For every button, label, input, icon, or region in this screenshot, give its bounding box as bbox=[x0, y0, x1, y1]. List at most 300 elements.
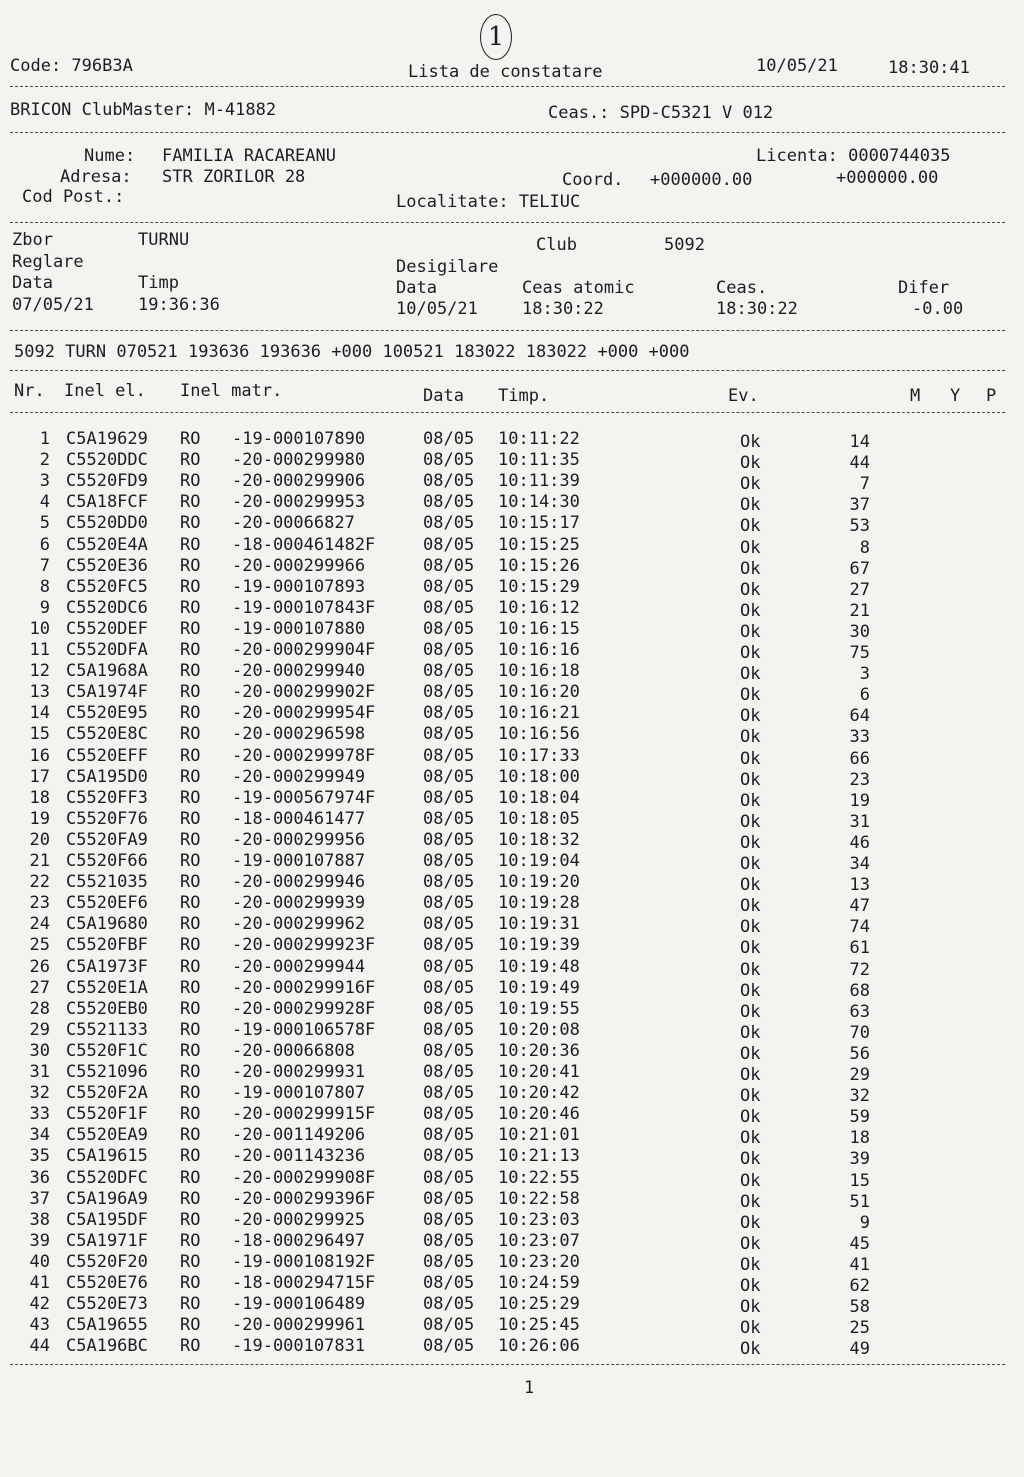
inel-matricol: -20-00066808 bbox=[232, 1040, 355, 1061]
arrival-time: 10:16:21 bbox=[498, 703, 580, 724]
event-status: Ok bbox=[740, 1149, 761, 1170]
country-code: RO bbox=[180, 1230, 201, 1251]
coord-x: +000000.00 bbox=[650, 170, 753, 190]
arrival-time: 10:19:55 bbox=[498, 998, 580, 1019]
table-row bbox=[0, 999, 1024, 1021]
row-number: 2 bbox=[39, 450, 50, 471]
separator bbox=[10, 1364, 1005, 1365]
value: 63 bbox=[849, 1001, 870, 1022]
arrival-time: 10:16:15 bbox=[498, 618, 580, 639]
event-status: Ok bbox=[740, 748, 761, 769]
ceas-atomic-label: Ceas atomic bbox=[522, 278, 635, 298]
table-row bbox=[0, 556, 1024, 578]
row-number: 15 bbox=[29, 724, 50, 745]
arrival-date: 08/05 bbox=[423, 640, 475, 660]
event-status: Ok bbox=[740, 811, 761, 832]
table-row bbox=[0, 1041, 1024, 1063]
value: 9 bbox=[859, 1212, 870, 1233]
desigilare-label: Desigilare bbox=[396, 257, 499, 277]
row-number: 10 bbox=[29, 618, 50, 639]
event-status: Ok bbox=[740, 832, 761, 853]
table-row bbox=[0, 893, 1024, 915]
value: 25 bbox=[849, 1318, 870, 1339]
arrival-time: 10:24:59 bbox=[498, 1273, 580, 1293]
licenta: Licenta: 0000744035 bbox=[756, 146, 951, 166]
table-row bbox=[0, 1315, 1024, 1337]
arrival-date: 08/05 bbox=[423, 1040, 475, 1061]
arrival-time: 10:14:30 bbox=[498, 492, 580, 513]
inel-electronic: C5520DFC bbox=[66, 1167, 148, 1188]
inel-electronic: C5520E4A bbox=[66, 534, 148, 555]
arrival-time: 10:18:05 bbox=[498, 808, 580, 829]
event-status: Ok bbox=[740, 600, 761, 621]
arrival-time: 10:20:42 bbox=[498, 1083, 580, 1104]
inel-electronic: C5520EB0 bbox=[66, 998, 148, 1019]
inel-electronic: C5520EFF bbox=[66, 745, 148, 766]
ceas-label: Ceas. bbox=[716, 278, 768, 298]
table-row bbox=[0, 872, 1024, 894]
row-number: 32 bbox=[29, 1083, 50, 1104]
table-row bbox=[0, 1083, 1024, 1105]
inel-matricol: -20-000299925 bbox=[232, 1209, 366, 1230]
inel-matricol: -20-000299966 bbox=[232, 555, 366, 576]
event-status: Ok bbox=[740, 1128, 761, 1149]
separator bbox=[10, 132, 1005, 133]
table-row bbox=[0, 429, 1024, 451]
inel-matricol: -20-000299949 bbox=[232, 766, 366, 787]
inel-matricol: -20-000299902F bbox=[232, 682, 376, 703]
table-row bbox=[0, 809, 1024, 831]
table-row bbox=[0, 1020, 1024, 1042]
reg-data-label: Data bbox=[12, 273, 53, 293]
value: 27 bbox=[849, 579, 870, 600]
separator bbox=[10, 222, 1005, 223]
table-row bbox=[0, 1062, 1024, 1084]
inel-electronic: C5520EF6 bbox=[66, 893, 148, 914]
row-number: 43 bbox=[29, 1315, 50, 1336]
arrival-time: 10:23:07 bbox=[498, 1230, 580, 1251]
zbor-value: TURNU bbox=[138, 230, 190, 250]
inel-matricol: -19-000107831 bbox=[232, 1336, 366, 1357]
arrival-time: 10:11:35 bbox=[498, 450, 580, 471]
arrival-time: 10:19:04 bbox=[498, 851, 580, 871]
value: 49 bbox=[849, 1339, 870, 1360]
inel-matricol: -20-000299916F bbox=[232, 977, 376, 998]
arrival-time: 10:26:06 bbox=[498, 1336, 580, 1357]
col-ev: Ev. bbox=[728, 386, 759, 406]
value: 29 bbox=[849, 1065, 870, 1085]
inel-electronic: C5520E76 bbox=[66, 1273, 148, 1293]
arrival-time: 10:21:01 bbox=[498, 1125, 580, 1146]
difer-label: Difer bbox=[898, 278, 950, 298]
event-status: Ok bbox=[740, 1001, 761, 1022]
table-row bbox=[0, 492, 1024, 514]
arrival-time: 10:19:49 bbox=[498, 977, 580, 998]
table-row bbox=[0, 1336, 1024, 1358]
event-status: Ok bbox=[740, 1339, 761, 1360]
table-row bbox=[0, 767, 1024, 789]
col-timp: Timp. bbox=[498, 386, 550, 406]
inel-electronic: C5A19629 bbox=[66, 429, 148, 449]
event-status: Ok bbox=[740, 790, 761, 811]
arrival-time: 10:18:32 bbox=[498, 829, 580, 850]
document-title: Lista de constatare bbox=[408, 62, 603, 82]
row-number: 30 bbox=[29, 1040, 50, 1061]
value: 46 bbox=[849, 832, 870, 853]
table-row bbox=[0, 682, 1024, 704]
arrival-date: 08/05 bbox=[423, 1251, 475, 1272]
inel-matricol: -20-000299908F bbox=[232, 1167, 376, 1188]
row-number: 12 bbox=[29, 661, 50, 682]
event-status: Ok bbox=[740, 769, 761, 790]
arrival-date: 08/05 bbox=[423, 682, 475, 703]
nume-label: Nume: bbox=[84, 146, 136, 166]
event-status: Ok bbox=[740, 1107, 761, 1128]
arrival-time: 10:15:25 bbox=[498, 534, 580, 555]
table-row bbox=[0, 1294, 1024, 1316]
country-code: RO bbox=[180, 703, 201, 724]
arrival-time: 10:16:12 bbox=[498, 597, 580, 618]
table-row bbox=[0, 746, 1024, 768]
table-row bbox=[0, 1189, 1024, 1211]
country-code: RO bbox=[180, 640, 201, 660]
inel-electronic: C5A19615 bbox=[66, 1146, 148, 1167]
row-number: 14 bbox=[29, 703, 50, 724]
arrival-date: 08/05 bbox=[423, 1104, 475, 1125]
arrival-date: 08/05 bbox=[423, 492, 475, 513]
row-number: 21 bbox=[29, 851, 50, 871]
country-code: RO bbox=[180, 555, 201, 576]
nume-value: FAMILIA RACAREANU bbox=[162, 146, 336, 166]
country-code: RO bbox=[180, 1019, 201, 1040]
arrival-time: 10:11:39 bbox=[498, 471, 580, 492]
inel-matricol: -19-000106578F bbox=[232, 1019, 376, 1040]
arrival-time: 10:16:56 bbox=[498, 724, 580, 745]
table-row bbox=[0, 513, 1024, 535]
value: 34 bbox=[849, 854, 870, 874]
arrival-date: 08/05 bbox=[423, 1336, 475, 1357]
inel-electronic: C5520E36 bbox=[66, 555, 148, 576]
value: 31 bbox=[849, 811, 870, 832]
row-number: 44 bbox=[29, 1336, 50, 1357]
country-code: RO bbox=[180, 471, 201, 492]
country-code: RO bbox=[180, 1083, 201, 1104]
event-status: Ok bbox=[740, 537, 761, 558]
country-code: RO bbox=[180, 450, 201, 471]
country-code: RO bbox=[180, 429, 201, 449]
value: 64 bbox=[849, 706, 870, 727]
table-row bbox=[0, 1273, 1024, 1295]
inel-matricol: -19-000108192F bbox=[232, 1251, 376, 1272]
inel-matricol: -20-000299931 bbox=[232, 1062, 366, 1082]
value: 74 bbox=[849, 917, 870, 938]
country-code: RO bbox=[180, 597, 201, 618]
zbor-label: Zbor bbox=[12, 230, 53, 250]
inel-matricol: -19-000567974F bbox=[232, 787, 376, 808]
country-code: RO bbox=[180, 1251, 201, 1272]
inel-matricol: -19-000107807 bbox=[232, 1083, 366, 1104]
inel-electronic: C5A1973F bbox=[66, 956, 148, 977]
inel-electronic: C5520DD0 bbox=[66, 513, 148, 534]
arrival-date: 08/05 bbox=[423, 724, 475, 745]
inel-electronic: C5520E1A bbox=[66, 977, 148, 998]
inel-matricol: -20-00066827 bbox=[232, 513, 355, 534]
arrival-date: 08/05 bbox=[423, 1083, 475, 1104]
inel-matricol: -20-000299962 bbox=[232, 914, 366, 935]
arrival-time: 10:20:46 bbox=[498, 1104, 580, 1125]
inel-matricol: -20-000299906 bbox=[232, 471, 366, 492]
arrival-time: 10:20:41 bbox=[498, 1062, 580, 1082]
table-row bbox=[0, 1210, 1024, 1232]
arrival-date: 08/05 bbox=[423, 1019, 475, 1040]
event-status: Ok bbox=[740, 727, 761, 748]
inel-matricol: -18-000296497 bbox=[232, 1230, 366, 1251]
row-number: 36 bbox=[29, 1167, 50, 1188]
country-code: RO bbox=[180, 872, 201, 893]
event-status: Ok bbox=[740, 1212, 761, 1233]
inel-matricol: -19-000106489 bbox=[232, 1294, 366, 1315]
difer-value: -0.00 bbox=[912, 299, 964, 319]
arrival-time: 10:19:31 bbox=[498, 914, 580, 935]
country-code: RO bbox=[180, 1167, 201, 1188]
inel-matricol: -20-000296598 bbox=[232, 724, 366, 745]
country-code: RO bbox=[180, 1125, 201, 1146]
inel-matricol: -20-000299980 bbox=[232, 450, 366, 471]
summary-line: 5092 TURN 070521 193636 193636 +000 100521 183022 183022 +000 +000 bbox=[14, 342, 690, 362]
arrival-time: 10:16:16 bbox=[498, 640, 580, 660]
country-code: RO bbox=[180, 851, 201, 871]
arrival-time: 10:25:45 bbox=[498, 1315, 580, 1336]
arrival-date: 08/05 bbox=[423, 1273, 475, 1293]
row-number: 6 bbox=[39, 534, 50, 555]
country-code: RO bbox=[180, 513, 201, 534]
country-code: RO bbox=[180, 1146, 201, 1167]
separator bbox=[10, 370, 1005, 371]
arrival-date: 08/05 bbox=[423, 935, 475, 956]
table-row bbox=[0, 935, 1024, 957]
des-atomic-value: 18:30:22 bbox=[522, 299, 604, 319]
country-code: RO bbox=[180, 1273, 201, 1293]
inel-electronic: C5A195DF bbox=[66, 1209, 148, 1230]
value: 51 bbox=[849, 1191, 870, 1212]
reg-timp-label: Timp bbox=[138, 273, 179, 293]
arrival-date: 08/05 bbox=[423, 1167, 475, 1188]
event-status: Ok bbox=[740, 1170, 761, 1191]
col-nr: Nr. bbox=[14, 381, 45, 401]
value: 39 bbox=[849, 1149, 870, 1170]
arrival-date: 08/05 bbox=[423, 703, 475, 724]
arrival-time: 10:22:55 bbox=[498, 1167, 580, 1188]
value: 56 bbox=[849, 1043, 870, 1064]
arrival-date: 08/05 bbox=[423, 872, 475, 893]
country-code: RO bbox=[180, 977, 201, 998]
event-status: Ok bbox=[740, 621, 761, 642]
row-number: 16 bbox=[29, 745, 50, 766]
event-status: Ok bbox=[740, 1065, 761, 1085]
inel-matricol: -20-000299928F bbox=[232, 998, 376, 1019]
table-row bbox=[0, 1252, 1024, 1274]
event-status: Ok bbox=[740, 1276, 761, 1296]
event-status: Ok bbox=[740, 917, 761, 938]
event-status: Ok bbox=[740, 959, 761, 980]
print-date: 10/05/21 bbox=[756, 56, 838, 76]
table-row bbox=[0, 1231, 1024, 1253]
inel-electronic: C5520F2A bbox=[66, 1083, 148, 1104]
country-code: RO bbox=[180, 935, 201, 956]
table-row bbox=[0, 450, 1024, 472]
country-code: RO bbox=[180, 1104, 201, 1125]
inel-matricol: -20-000299978F bbox=[232, 745, 376, 766]
arrival-date: 08/05 bbox=[423, 513, 475, 534]
col-y: Y bbox=[950, 386, 961, 406]
value: 62 bbox=[849, 1276, 870, 1296]
country-code: RO bbox=[180, 1315, 201, 1336]
table-row bbox=[0, 471, 1024, 493]
arrival-time: 10:20:36 bbox=[498, 1040, 580, 1061]
event-status: Ok bbox=[740, 1318, 761, 1339]
arrival-date: 08/05 bbox=[423, 429, 475, 449]
value: 8 bbox=[859, 537, 870, 558]
inel-matricol: -20-000299946 bbox=[232, 872, 366, 893]
event-status: Ok bbox=[740, 1043, 761, 1064]
country-code: RO bbox=[180, 576, 201, 597]
row-number: 27 bbox=[29, 977, 50, 998]
ceas-device: Ceas.: SPD-C5321 V 012 bbox=[548, 103, 774, 123]
inel-matricol: -20-000299904F bbox=[232, 640, 376, 660]
event-status: Ok bbox=[740, 1297, 761, 1318]
inel-electronic: C5A1974F bbox=[66, 682, 148, 703]
arrival-date: 08/05 bbox=[423, 1188, 475, 1209]
row-number: 18 bbox=[29, 787, 50, 808]
inel-matricol: -20-000299956 bbox=[232, 829, 366, 850]
inel-matricol: -18-000461482F bbox=[232, 534, 376, 555]
event-status: Ok bbox=[740, 938, 761, 959]
separator bbox=[10, 412, 1005, 413]
arrival-date: 08/05 bbox=[423, 661, 475, 682]
country-code: RO bbox=[180, 682, 201, 703]
value: 18 bbox=[849, 1128, 870, 1149]
value: 44 bbox=[849, 453, 870, 474]
arrival-date: 08/05 bbox=[423, 1146, 475, 1167]
print-time: 18:30:41 bbox=[888, 58, 970, 78]
reg-timp-value: 19:36:36 bbox=[138, 295, 220, 315]
arrival-date: 08/05 bbox=[423, 766, 475, 787]
value: 75 bbox=[849, 643, 870, 663]
value: 70 bbox=[849, 1022, 870, 1043]
arrival-date: 08/05 bbox=[423, 555, 475, 576]
event-status: Ok bbox=[740, 980, 761, 1001]
coord-label: Coord. bbox=[562, 170, 624, 190]
row-number: 3 bbox=[39, 471, 50, 492]
inel-matricol: -20-000299954F bbox=[232, 703, 376, 724]
reg-data-value: 07/05/21 bbox=[12, 295, 94, 315]
country-code: RO bbox=[180, 808, 201, 829]
event-status: Ok bbox=[740, 875, 761, 896]
code: Code: 796B3A bbox=[10, 56, 133, 76]
event-status: Ok bbox=[740, 664, 761, 685]
arrival-date: 08/05 bbox=[423, 1209, 475, 1230]
inel-matricol: -20-000299940 bbox=[232, 661, 366, 682]
handwritten-page-mark: 1 bbox=[480, 14, 512, 60]
table-row bbox=[0, 619, 1024, 641]
table-row bbox=[0, 724, 1024, 746]
value: 21 bbox=[849, 600, 870, 621]
value: 32 bbox=[849, 1086, 870, 1107]
localitate: Localitate: TELIUC bbox=[396, 192, 581, 212]
table-row bbox=[0, 957, 1024, 979]
arrival-date: 08/05 bbox=[423, 745, 475, 766]
arrival-date: 08/05 bbox=[423, 1294, 475, 1315]
row-number: 31 bbox=[29, 1062, 50, 1082]
arrival-date: 08/05 bbox=[423, 914, 475, 935]
col-p: P bbox=[986, 386, 997, 406]
country-code: RO bbox=[180, 914, 201, 935]
table-row bbox=[0, 978, 1024, 1000]
arrival-time: 10:15:29 bbox=[498, 576, 580, 597]
table-row bbox=[0, 1146, 1024, 1168]
arrival-date: 08/05 bbox=[423, 956, 475, 977]
arrival-time: 10:18:04 bbox=[498, 787, 580, 808]
country-code: RO bbox=[180, 998, 201, 1019]
arrival-date: 08/05 bbox=[423, 1230, 475, 1251]
event-status: Ok bbox=[740, 1191, 761, 1212]
row-number: 1 bbox=[39, 429, 50, 449]
arrival-date: 08/05 bbox=[423, 450, 475, 471]
arrival-date: 08/05 bbox=[423, 829, 475, 850]
arrival-time: 10:19:48 bbox=[498, 956, 580, 977]
inel-electronic: C5520F20 bbox=[66, 1251, 148, 1272]
table-row bbox=[0, 598, 1024, 620]
inel-matricol: -19-000107893 bbox=[232, 576, 366, 597]
row-number: 28 bbox=[29, 998, 50, 1019]
row-number: 7 bbox=[39, 555, 50, 576]
arrival-date: 08/05 bbox=[423, 471, 475, 492]
inel-electronic: C5A196A9 bbox=[66, 1188, 148, 1209]
event-status: Ok bbox=[740, 643, 761, 663]
arrival-time: 10:16:20 bbox=[498, 682, 580, 703]
country-code: RO bbox=[180, 829, 201, 850]
arrival-date: 08/05 bbox=[423, 787, 475, 808]
col-inel-el: Inel el. bbox=[64, 381, 146, 401]
event-status: Ok bbox=[740, 558, 761, 579]
inel-electronic: C5521035 bbox=[66, 872, 148, 893]
arrival-date: 08/05 bbox=[423, 1315, 475, 1336]
row-number: 41 bbox=[29, 1273, 50, 1293]
table-row bbox=[0, 1125, 1024, 1147]
arrival-time: 10:11:22 bbox=[498, 429, 580, 449]
arrival-date: 08/05 bbox=[423, 998, 475, 1019]
des-data-label: Data bbox=[396, 278, 437, 298]
arrival-date: 08/05 bbox=[423, 977, 475, 998]
arrival-time: 10:23:03 bbox=[498, 1209, 580, 1230]
country-code: RO bbox=[180, 534, 201, 555]
inel-electronic: C5A1971F bbox=[66, 1230, 148, 1251]
arrival-date: 08/05 bbox=[423, 576, 475, 597]
event-status: Ok bbox=[740, 685, 761, 706]
country-code: RO bbox=[180, 1040, 201, 1061]
value: 47 bbox=[849, 896, 870, 917]
arrival-date: 08/05 bbox=[423, 851, 475, 871]
inel-electronic: C5520FA9 bbox=[66, 829, 148, 850]
row-number: 34 bbox=[29, 1125, 50, 1146]
inel-electronic: C5A18FCF bbox=[66, 492, 148, 513]
value: 15 bbox=[849, 1170, 870, 1191]
table-row bbox=[0, 535, 1024, 557]
inel-electronic: C5A196BC bbox=[66, 1336, 148, 1357]
table-row bbox=[0, 851, 1024, 873]
table-row bbox=[0, 914, 1024, 936]
arrival-time: 10:19:20 bbox=[498, 872, 580, 893]
